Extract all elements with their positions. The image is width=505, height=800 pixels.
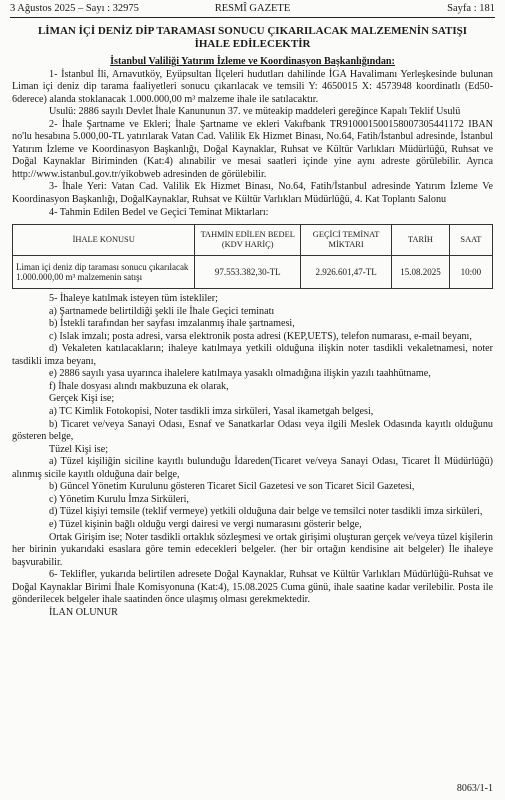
col-saat: SAAT: [449, 225, 492, 256]
page-number: Sayfa : 181: [447, 3, 495, 14]
gercek-item-a: a) TC Kimlik Fotokopisi, Noter tasdikli imza sirküleri, Yasal ikametgah belgesi,: [49, 406, 374, 418]
ortak-girisim: Ortak Girişim ise; Noter tasdikli ortaklık sözleşmesi ve ortak girişimi oluşturan gerçek ve/veya tüzel kişilerin her birinin yukarıdaki esaslara göre temin edecekleri belgeler. (her bir ortağın kendisine ait belgeler) İle ihaleye başvurabilir.: [12, 531, 493, 568]
item-b: b) İstekli tarafından her sayfası imzalanmış ihale şartnamesi,: [49, 318, 295, 330]
issuer-line: İstanbul Valiliği Yatırım İzleme ve Koordinasyon Başkanlığından:: [110, 56, 395, 67]
tuzel-item-b: b) Güncel Yönetim Kurulunu gösteren Ticaret Sicil Gazetesi ve son Ticaret Sicil Gazetesi,: [49, 481, 415, 493]
gercek-kisi-heading: Gerçek Kişi ise;: [49, 393, 115, 405]
tuzel-kisi-heading: Tüzel Kişi ise;: [49, 443, 109, 455]
tuzel-item-e: e) Tüzel kişinin bağlı olduğu vergi dairesi ve vergi numarasını gösterir belge,: [49, 518, 362, 530]
tuzel-item-d: d) Tüzel kişiyi temsile (teklif vermeye) yetkili olduğuna dair belge ve temsilci noter tasdikli imza sirküleri,: [49, 506, 483, 518]
col-konu: İHALE KONUSU: [13, 225, 195, 256]
item-e: e) 2886 sayılı yasa uyarınca ihalelere katılmaya yasaklı olmadığına ilişkin yazılı taahhütname,: [49, 368, 431, 380]
col-teminat: GEÇİCİ TEMİNAT MİKTARI: [301, 225, 392, 256]
paragraph-3: 3- İhale Yeri: Vatan Cad. Valilik Ek Hizmet Binası, No.64, Fatih/İstanbul adresinde Yatırım İzleme Ve Koordinasyon Başkanlığı, DoğalKaynaklar, Ruhsat ve Kültür Varlıkları Müdürlüğü, 4. Kat Toplantı Salonu: [12, 181, 493, 206]
announcement-title: [8, 25, 497, 50]
paragraph-usul: Usulü: 2886 sayılı Devlet İhale Kanununun 37. ve müteakip maddeleri gereğince Kapalı Teklif Usulü: [49, 106, 461, 118]
gazette-name: RESMÎ GAZETE: [214, 3, 291, 14]
cell-saat: 10:00: [449, 256, 492, 289]
ilan-olunur: İLAN OLUNUR: [49, 606, 118, 618]
announcement-body: [12, 56, 493, 619]
cell-bedel: 97.553.382,30-TL: [195, 256, 301, 289]
tuzel-item-c: c) Yönetim Kurulu İmza Sirküleri,: [49, 493, 189, 505]
title-line-2: İHALE EDİLECEKTİR: [194, 37, 311, 50]
cell-tarih: 15.08.2025: [392, 256, 450, 289]
title-line-1: LİMAN İÇİ DENİZ DİP TARAMASI SONUCU ÇIKARILACAK MALZEMENİN SATIŞI: [37, 25, 468, 37]
col-tarih: TARİH: [392, 225, 450, 256]
cell-teminat: 2.926.601,47-TL: [301, 256, 392, 289]
table-header-row: [13, 225, 493, 256]
gercek-item-b: b) Ticaret ve/veya Sanayi Odası, Esnaf ve Sanatkarlar Odası veya ilgili Meslek Odasında kayıtlı olduğunu gösteren belge,: [12, 418, 493, 443]
paragraph-2: 2- İhale Şartname ve Ekleri; İhale Şartname ve ekleri Vakıfbank TR910001500158007305441172 IBAN no'lu hesabına 5.000,00-TL yatırılarak Vatan Cad. Valilik Ek Hizmet Binası, No.64, Fatih/İstanbul adresinde, İstanbul Yatırım İzleme ve Koordinasyon Başkanlığı, Doğal Kaynaklar, Ruhsat ve Kültür Varlıkları Müdürlüğü, Ruhsat ve Doğal Kaynaklar Biriminden (Kat:4) alınabilir ve mesai saatleri içinde yine aynı adreste görülebilir. Ayrıca http://www.istanbul.gov.tr/yikobweb adresinden de görülebilir.: [12, 118, 493, 180]
item-c: c) Islak imzalı; posta adresi, varsa elektronik posta adresi (KEP,UETS), telefon numarası, e-mail beyanı,: [49, 330, 472, 342]
paragraph-1: 1- İstanbul İli, Arnavutköy, Eyüpsultan İlçeleri hudutları dahilinde İGA Havalimanı Yerleşkesinde bulunan Liman içi deniz dip tarama faaliyetleri sonucu çıkarılacak ve temsili Y: 4650015 X: 4573948 koordinatlı (Ed50-6derece) alanda stoklanacak 1.000.000,00 m³ malzeme ihale ile satılacaktır.: [12, 68, 493, 105]
item-d: d) Vekaleten katılacakların; ihaleye katılmaya yetkili olduğuna ilişkin noter tasdikli vekaletnamesi, noter tasdikli imza beyanı,: [12, 343, 493, 367]
col-bedel: TAHMİN EDİLEN BEDEL (KDV HARİÇ): [195, 225, 301, 256]
paragraph-4: 4- Tahmin Edilen Bedel ve Geçici Teminat Miktarları:: [49, 206, 269, 218]
paragraph-5: 5- İhaleye katılmak isteyen tüm istekliler;: [49, 293, 218, 305]
bid-table: [12, 224, 493, 289]
page-header: [10, 3, 495, 16]
issue-date: 3 Ağustos 2025 – Sayı : 32975: [10, 3, 139, 14]
tuzel-item-a: a) Tüzel kişiliğin siciline kayıtlı bulunduğu İdareden(Ticaret ve/veya Sanayi Odası, Ticaret İl Müdürlüğü) alınmış sicile kayıtlı olduğuna dair belge,: [12, 456, 493, 480]
table-row: [13, 256, 493, 289]
paragraph-6: 6- Teklifler, yukarıda belirtilen adresete Doğal Kaynaklar, Ruhsat ve Kültür Varlıkları Müdürlüğü-Ruhsat ve Doğal Kaynaklar Birimi İhale Komisyonuna (Kat:4), 15.08.2025 Cuma günü, ihale saatine kadar verilebilir. Posta ile gönderilecek belgeler ihale saatinden önce ulaşmış olması gerekmektedir.: [12, 569, 493, 606]
item-f: f) İhale dosyası alındı makbuzuna ek olarak,: [49, 380, 229, 392]
cell-konu: Liman içi deniz dip taraması sonucu çıkarılacak 1.000.000,00 m³ malzemenin satışı: [13, 256, 195, 289]
item-a: a) Şartnamede belirtildiği şekli ile İhale Geçici teminatı: [49, 305, 275, 317]
footer-code: 8063/1-1: [456, 783, 493, 794]
header-rule: [10, 17, 495, 18]
